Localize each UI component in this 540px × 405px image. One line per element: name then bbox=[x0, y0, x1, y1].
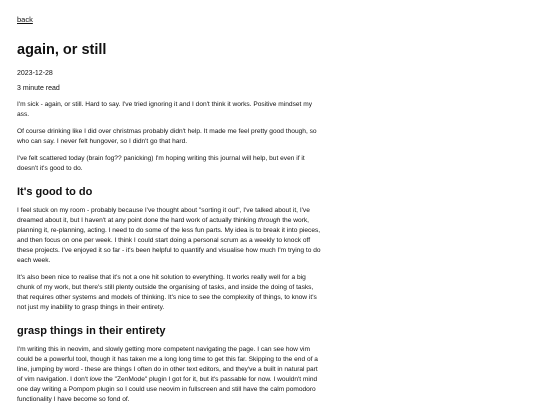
section-heading-grasp-things: grasp things in their entirety bbox=[17, 324, 166, 337]
read-time: 3 minute read bbox=[17, 85, 60, 92]
intro-paragraph-1: I'm sick - again, or still. Hard to say. I've tried ignoring it and I don't think it works. Positive mindset my ass. bbox=[17, 101, 312, 119]
post-date: 2023-12-28 bbox=[17, 70, 53, 77]
section2-paragraph-1 bbox=[17, 345, 323, 405]
section-heading-its-good-to-do: It's good to do bbox=[17, 185, 93, 198]
back-link[interactable]: back bbox=[17, 15, 33, 24]
post-title: again, or still bbox=[17, 42, 107, 58]
section1-paragraph-2: It's also been nice to realise that it's not a one hit solution to everything. It works really well for a big chunk of my work, but there's still plenty outside the organising of tasks, and inside the doing of tasks, that requires other systems and models of thinking. It's nice to see the complexity of things, to know it's not just my inability to grasp things in their entirety. bbox=[17, 274, 317, 312]
section2-p1-emphasis: love bbox=[89, 375, 102, 383]
section1-paragraph-1 bbox=[17, 206, 323, 267]
section1-p1-emphasis: through bbox=[257, 216, 281, 224]
section1-p1-text-b: the work, planning it, re-planning, acting. I need to do some of the less fun parts. My idea is to break it into pieces, and then focus on one per week. I think I could start doing a personal scrum as a weekly to knock off these projects. I've enjoyed it so far - it's been helpful to quantify and visualise how much I'm trying to do each week. bbox=[17, 216, 321, 265]
section2-p1-text-b: the "ZenMode" plugin I got for it, but it's passable for now. I wouldn't mind one day writing a Pompom plugin so I could use neovim in fullscreen and still have the calm pomodoro functionality I have become so fond of. bbox=[17, 375, 318, 403]
section1-p1-text-a: I feel stuck on my room - probably because I've thought about "sorting it out", I've talked about it, I've dreamed about it, but I haven't at any point done the hard work of actually thinking bbox=[17, 206, 310, 224]
intro-paragraph-2: Of course drinking like I did over christmas probably didn't help. It made me feel pretty good though, so who can say. I never felt hungover, so I didn't go that hard. bbox=[17, 128, 317, 146]
section2-p1-text-a: I'm writing this in neovim, and slowly getting more competent navigating the page. I can see how vim could be a powerful tool, though it has taken me a long long time to get this far. Skipping to the end of a line, jumping by word - these are things I often do in other text editors, and they've a built in natural part of vim navigation. I don't bbox=[17, 345, 318, 383]
intro-paragraph-3: I've felt scattered today (brain fog?? panicking) I'm hoping writing this journal will help, but even if it doesn't it's good to do. bbox=[17, 155, 305, 173]
